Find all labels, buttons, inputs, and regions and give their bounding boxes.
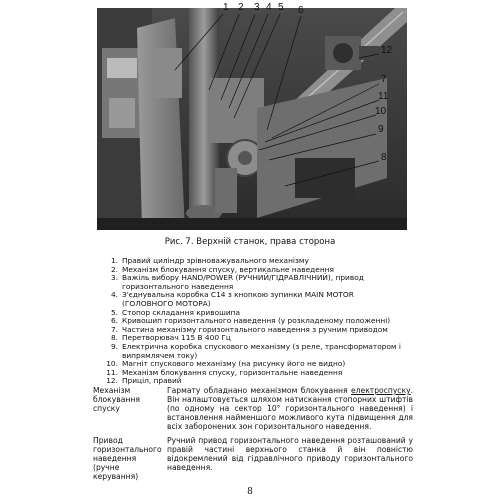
- legend-text: Механізм блокування спуску, горизонтальне наведення: [122, 367, 343, 377]
- page-number: 8: [247, 487, 253, 497]
- legend-number: 8.: [110, 333, 118, 343]
- legend-text: Механізм блокування спуску, вертикальне наведення: [122, 264, 334, 274]
- legend-text: Кривошип горизонтального наведення (у розкладеному положенні): [122, 316, 391, 326]
- legend-item: [104, 343, 404, 360]
- legend-number: 2.: [110, 264, 118, 274]
- legend-number: 11.: [106, 367, 118, 377]
- callout-6: 6: [298, 5, 304, 16]
- callout-2: 2: [238, 2, 244, 13]
- legend-text: Стопор складання кривошипа: [122, 307, 241, 317]
- legend-number: 6.: [110, 316, 118, 326]
- callout-4: 4: [266, 2, 272, 13]
- legend-number: 12.: [106, 376, 118, 386]
- legend-text: Правий циліндр зрівноважувального механізму: [122, 256, 309, 265]
- legend-number: 9.: [110, 341, 118, 351]
- section-term: Механізм блокування спуску: [93, 386, 140, 413]
- legend-item: [104, 274, 404, 291]
- body-text: Гармату обладнано механізмом блокування: [167, 386, 351, 395]
- section-term: Привод горизонтального наведення (ручне керування): [93, 436, 162, 481]
- legend-number: 1.: [110, 256, 118, 265]
- legend-number: 3.: [110, 273, 118, 283]
- figure-legend: [104, 257, 404, 386]
- legend-text: Частина механізму горизонтального наведення з ручним приводом: [122, 324, 388, 334]
- legend-text: Приціл, правий: [122, 376, 182, 386]
- legend-number: 5.: [110, 307, 118, 317]
- legend-text: Перетворювач 115 В 400 Гц: [122, 333, 231, 343]
- callout-12: 12: [381, 45, 393, 56]
- callout-7: 7: [381, 74, 387, 85]
- legend-item: [104, 377, 404, 386]
- legend-item: [104, 291, 404, 308]
- callout-1: 1: [223, 2, 229, 13]
- callout-11: 11: [378, 91, 389, 102]
- legend-number: 7.: [110, 324, 118, 334]
- figure-caption: Рис. 7. Верхній станок, права сторона: [164, 237, 336, 247]
- section-firing-lock: [93, 386, 413, 431]
- legend-number: 10.: [106, 359, 118, 369]
- callout-lines: [97, 0, 417, 230]
- legend-text: З'єднувальна коробка C14 з кнопкою зупинки MAIN MOTOR (ГОЛОВНОГО МОТОРА): [122, 290, 354, 308]
- legend-text: Електрична коробка спускового механізму (з реле, трансформатором і випрямлячем току): [122, 341, 401, 360]
- callout-3: 3: [254, 2, 260, 13]
- body-underlined-term: електроспуску: [351, 386, 411, 395]
- callout-10: 10: [375, 106, 387, 117]
- section-manual-traverse: [93, 436, 413, 481]
- callout-8: 8: [381, 152, 387, 163]
- section-body: Ручний привод горизонтального наведення розташований у правій частині верхнього станка й він повністю відокремлений від гідравлічного приводу горизонтального наведення.: [167, 436, 413, 472]
- section-body: [167, 386, 413, 431]
- legend-number: 4.: [110, 290, 118, 300]
- callout-5: 5: [278, 2, 284, 13]
- callout-9: 9: [378, 124, 384, 135]
- legend-text: Магніт спускового механізму (на рисунку його не видно): [122, 359, 346, 369]
- body-text: . Він налаштовується шляхом натискання стопорних штифтів (по одному на сектор 10° горизонтального наведення) і встановлення найменшого можливого кута підвищення для всіх заборонених зон горизонтального наведення.: [167, 386, 413, 431]
- legend-text: Важіль вибору HAND/POWER (РУЧНИЙ/ГІДРАВЛІЧНИЙ), привод горизонтального наведення: [122, 273, 364, 291]
